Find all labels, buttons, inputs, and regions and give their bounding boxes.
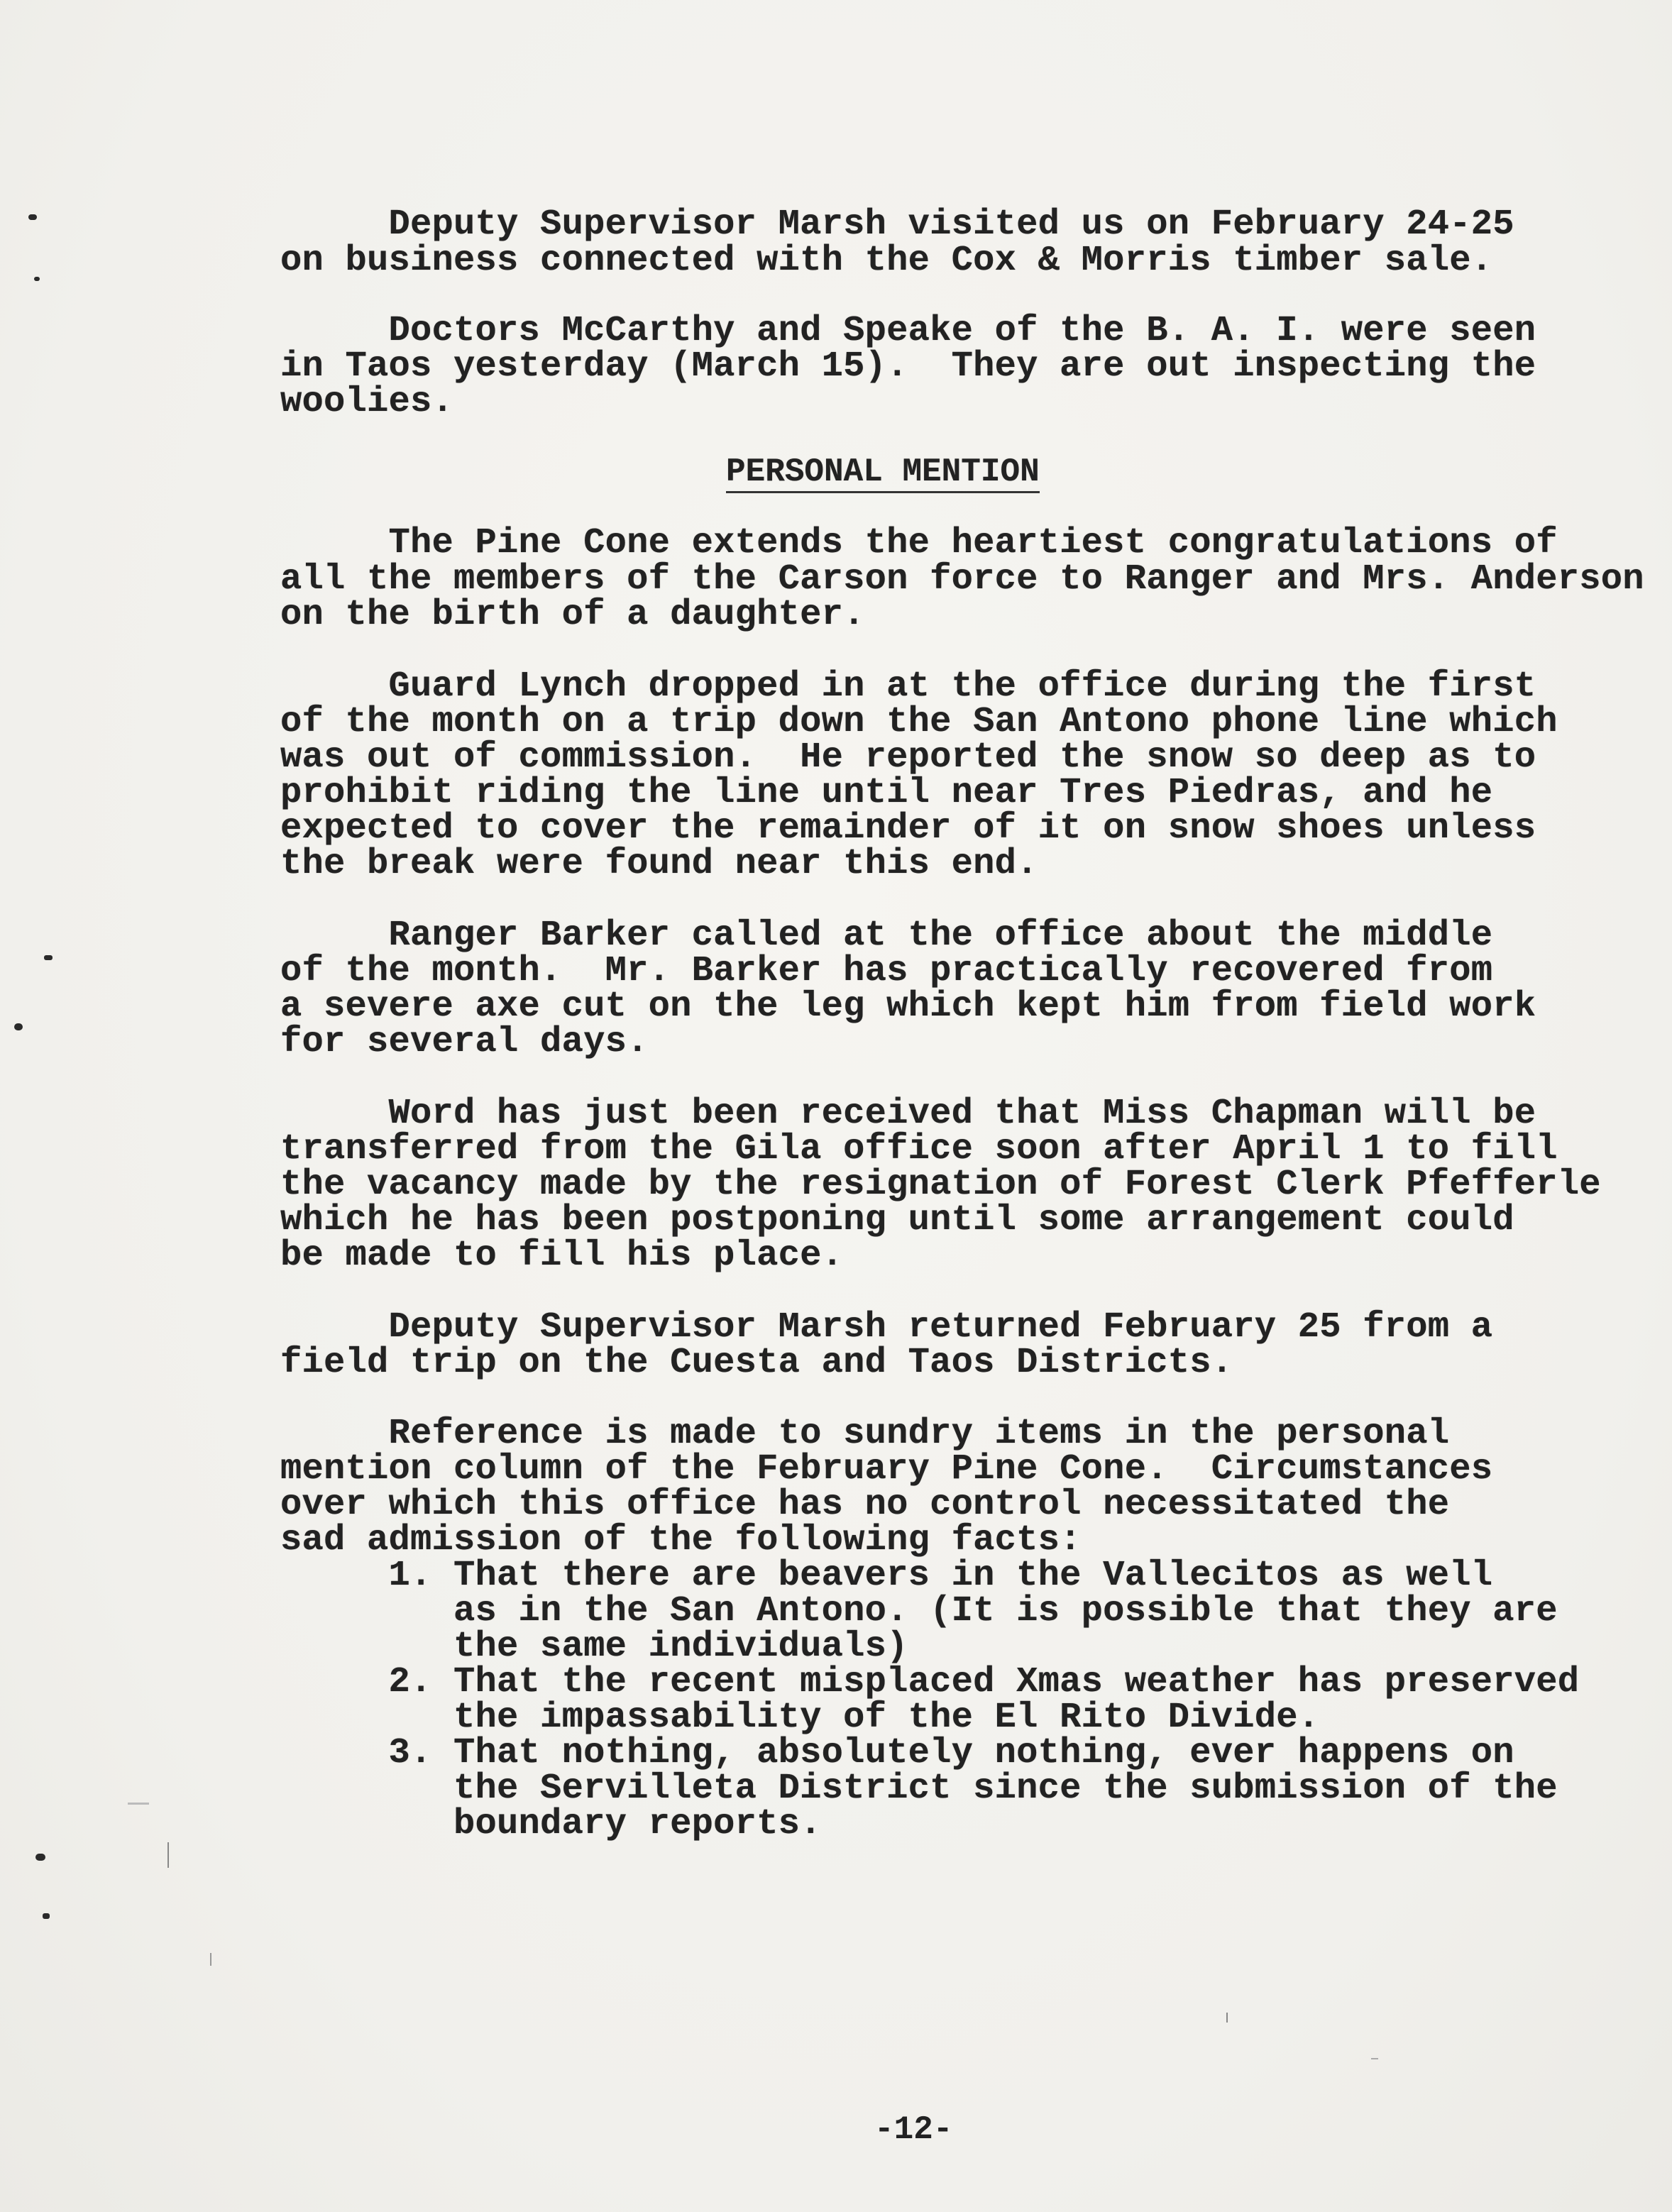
- text-line: Ranger Barker called at the office about the middle: [280, 915, 1493, 956]
- page-number: -12-: [874, 2111, 953, 2148]
- list-item-continuation: the impassability of the El Rito Divide.: [280, 1697, 1320, 1738]
- scan-speck: [1226, 2013, 1228, 2023]
- scan-speck: [210, 1953, 211, 1966]
- text-line: woolies.: [280, 382, 454, 422]
- scan-speck: [1371, 2058, 1378, 2059]
- text-line: be made to fill his place.: [280, 1236, 844, 1276]
- scan-speck: [128, 1803, 149, 1805]
- list-item: 2. That the recent misplaced Xmas weather has preserved: [280, 1662, 1580, 1702]
- text-line: for several days.: [280, 1022, 649, 1062]
- text-line: Deputy Supervisor Marsh visited us on February 24-25: [280, 204, 1514, 245]
- scan-speck: [34, 277, 40, 281]
- list-item-continuation: the same individuals): [280, 1627, 908, 1667]
- scan-speck: [44, 955, 53, 960]
- text-line: prohibit riding the line until near Tres Piedras, and he: [280, 773, 1493, 813]
- scan-speck: [43, 1913, 50, 1919]
- list-item-continuation: the Servilleta District since the submission of the: [280, 1768, 1558, 1809]
- text-line: Deputy Supervisor Marsh returned February 25 from a: [280, 1307, 1493, 1348]
- text-line: of the month on a trip down the San Antono phone line which: [280, 702, 1558, 742]
- text-line: a severe axe cut on the leg which kept him from field work: [280, 986, 1536, 1027]
- scan-speck: [35, 1854, 45, 1861]
- text-line: over which this office has no control necessitated the: [280, 1485, 1450, 1525]
- text-line: Guard Lynch dropped in at the office during the first: [280, 666, 1536, 707]
- scan-speck: [14, 1023, 23, 1030]
- scan-speck: [167, 1842, 169, 1868]
- list-item: 3. That nothing, absolutely nothing, ever happens on: [280, 1733, 1514, 1773]
- text-line: transferred from the Gila office soon after April 1 to fill: [280, 1129, 1558, 1170]
- text-line: The Pine Cone extends the heartiest congratulations of: [280, 523, 1558, 563]
- text-line: on the birth of a daughter.: [280, 595, 865, 635]
- text-line: which he has been postponing until some arrangement could: [280, 1200, 1514, 1240]
- text-line: Word has just been received that Miss Chapman will be: [280, 1094, 1536, 1134]
- text-line: expected to cover the remainder of it on snow shoes unless: [280, 808, 1536, 849]
- text-line: sad admission of the following facts:: [280, 1520, 1082, 1561]
- section-heading: PERSONAL MENTION: [726, 454, 1040, 493]
- text-line: all the members of the Carson force to Ranger and Mrs. Anderson: [280, 559, 1644, 600]
- text-line: was out of commission. He reported the snow so deep as to: [280, 737, 1536, 778]
- text-line: Reference is made to sundry items in the personal: [280, 1414, 1450, 1454]
- text-line: field trip on the Cuesta and Taos Districts.: [280, 1343, 1233, 1383]
- text-line: on business connected with the Cox & Morris timber sale.: [280, 241, 1493, 281]
- text-line: the break were found near this end.: [280, 844, 1038, 884]
- text-line: the vacancy made by the resignation of Forest Clerk Pfefferle: [280, 1165, 1601, 1205]
- list-item-continuation: boundary reports.: [280, 1804, 822, 1844]
- text-line: of the month. Mr. Barker has practically recovered from: [280, 951, 1493, 991]
- scan-speck: [28, 214, 37, 220]
- text-line: in Taos yesterday (March 15). They are out inspecting the: [280, 346, 1536, 387]
- list-item: 1. That there are beavers in the Vallecitos as well: [280, 1556, 1493, 1596]
- list-item-continuation: as in the San Antono. (It is possible that they are: [280, 1591, 1558, 1632]
- text-line: Doctors McCarthy and Speake of the B. A. I. were seen: [280, 311, 1536, 351]
- text-line: mention column of the February Pine Cone. Circumstances: [280, 1449, 1493, 1490]
